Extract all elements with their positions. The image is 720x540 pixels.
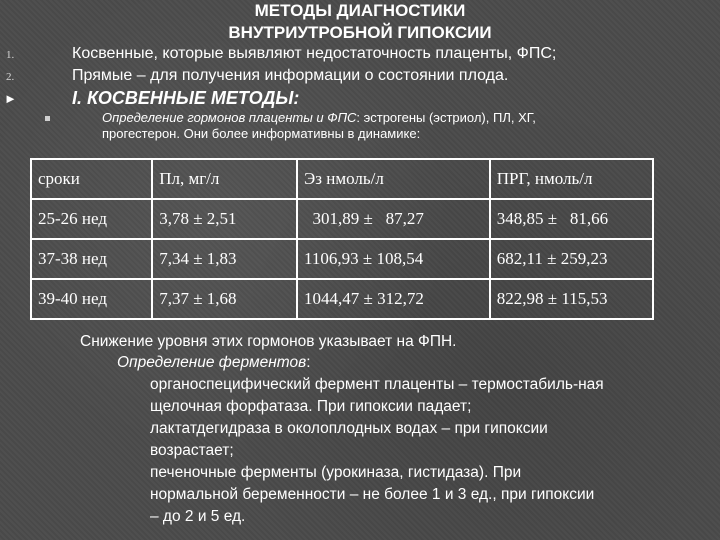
enzyme-line: щелочная форфатаза. При гипоксии падает; [150, 398, 472, 415]
page-title-line1: МЕТОДЫ ДИАГНОСТИКИ [254, 1, 466, 20]
table-row [31, 199, 653, 239]
table-cell: 348,85 ± 81,66 [490, 199, 653, 239]
table-cell: 3,78 ± 2,51 [152, 199, 297, 239]
table-header-cell: ПРГ, нмоль/л [490, 159, 653, 199]
enzymes-heading [117, 352, 311, 374]
list-item-2: Прямые – для получения информации о состоянии плода. [72, 67, 509, 84]
enzymes-heading-text: Определение ферментов [117, 354, 307, 371]
table-cell: 1044,47 ± 312,72 [297, 279, 490, 319]
hormones-italic: Определение гормонов плаценты и ФПС [102, 110, 357, 125]
conclusion-text: Снижение уровня этих гормонов указывает на ФПН. [80, 333, 457, 350]
table-cell: 39-40 нед [31, 279, 152, 319]
table-header-cell: Эз нмоль/л [297, 159, 490, 199]
table-header-cell: Пл, мг/л [152, 159, 297, 199]
list-item-1: Косвенные, которые выявляют недостаточность плаценты, ФПС; [72, 45, 557, 62]
enzyme-line: возрастает; [150, 442, 234, 459]
table-cell: 37-38 нед [31, 239, 152, 279]
enzyme-line: нормальной беременности – не более 1 и 3 ед., при гипоксии [150, 486, 595, 503]
table-row [31, 239, 653, 279]
table-cell: 1106,93 ± 108,54 [297, 239, 490, 279]
table-cell: 7,37 ± 1,68 [152, 279, 297, 319]
hormones-line1 [102, 110, 536, 126]
table-cell: 7,34 ± 1,83 [152, 239, 297, 279]
enzyme-line: органоспецифический фермент плаценты – термостабиль-ная [150, 376, 604, 393]
hormones-rest: : эстрогены (эстриол), ПЛ, ХГ, [356, 110, 536, 125]
square-bullet-icon [45, 116, 50, 121]
table-header-cell: сроки [31, 159, 152, 199]
table-row [31, 279, 653, 319]
table-cell: 301,89 ± 87,27 [297, 199, 490, 239]
list-marker-2: 2. [6, 71, 15, 83]
enzyme-line: – до 2 и 5 ед. [150, 508, 246, 525]
table-header-row [31, 159, 653, 199]
page-title-line2: ВНУТРИУТРОБНОЙ ГИПОКСИИ [228, 23, 492, 42]
table-cell: 822,98 ± 115,53 [490, 279, 653, 319]
hormones-line2: прогестерон. Они более информативны в динамике: [102, 126, 421, 141]
section-heading: I. КОСВЕННЫЕ МЕТОДЫ: [72, 88, 300, 108]
list-marker-1: 1. [6, 49, 15, 61]
arrow-bullet-icon: ► [4, 91, 17, 106]
enzyme-line: лактатдегидраза в околоплодных водах – при гипоксии [150, 420, 548, 437]
enzyme-line: печеночные ферменты (урокиназа, гистидаза). При [150, 464, 522, 481]
table-cell: 682,11 ± 259,23 [490, 239, 653, 279]
table-cell: 25-26 нед [31, 199, 152, 239]
hormone-table [30, 158, 654, 320]
enzymes-heading-suffix: : [306, 354, 311, 371]
